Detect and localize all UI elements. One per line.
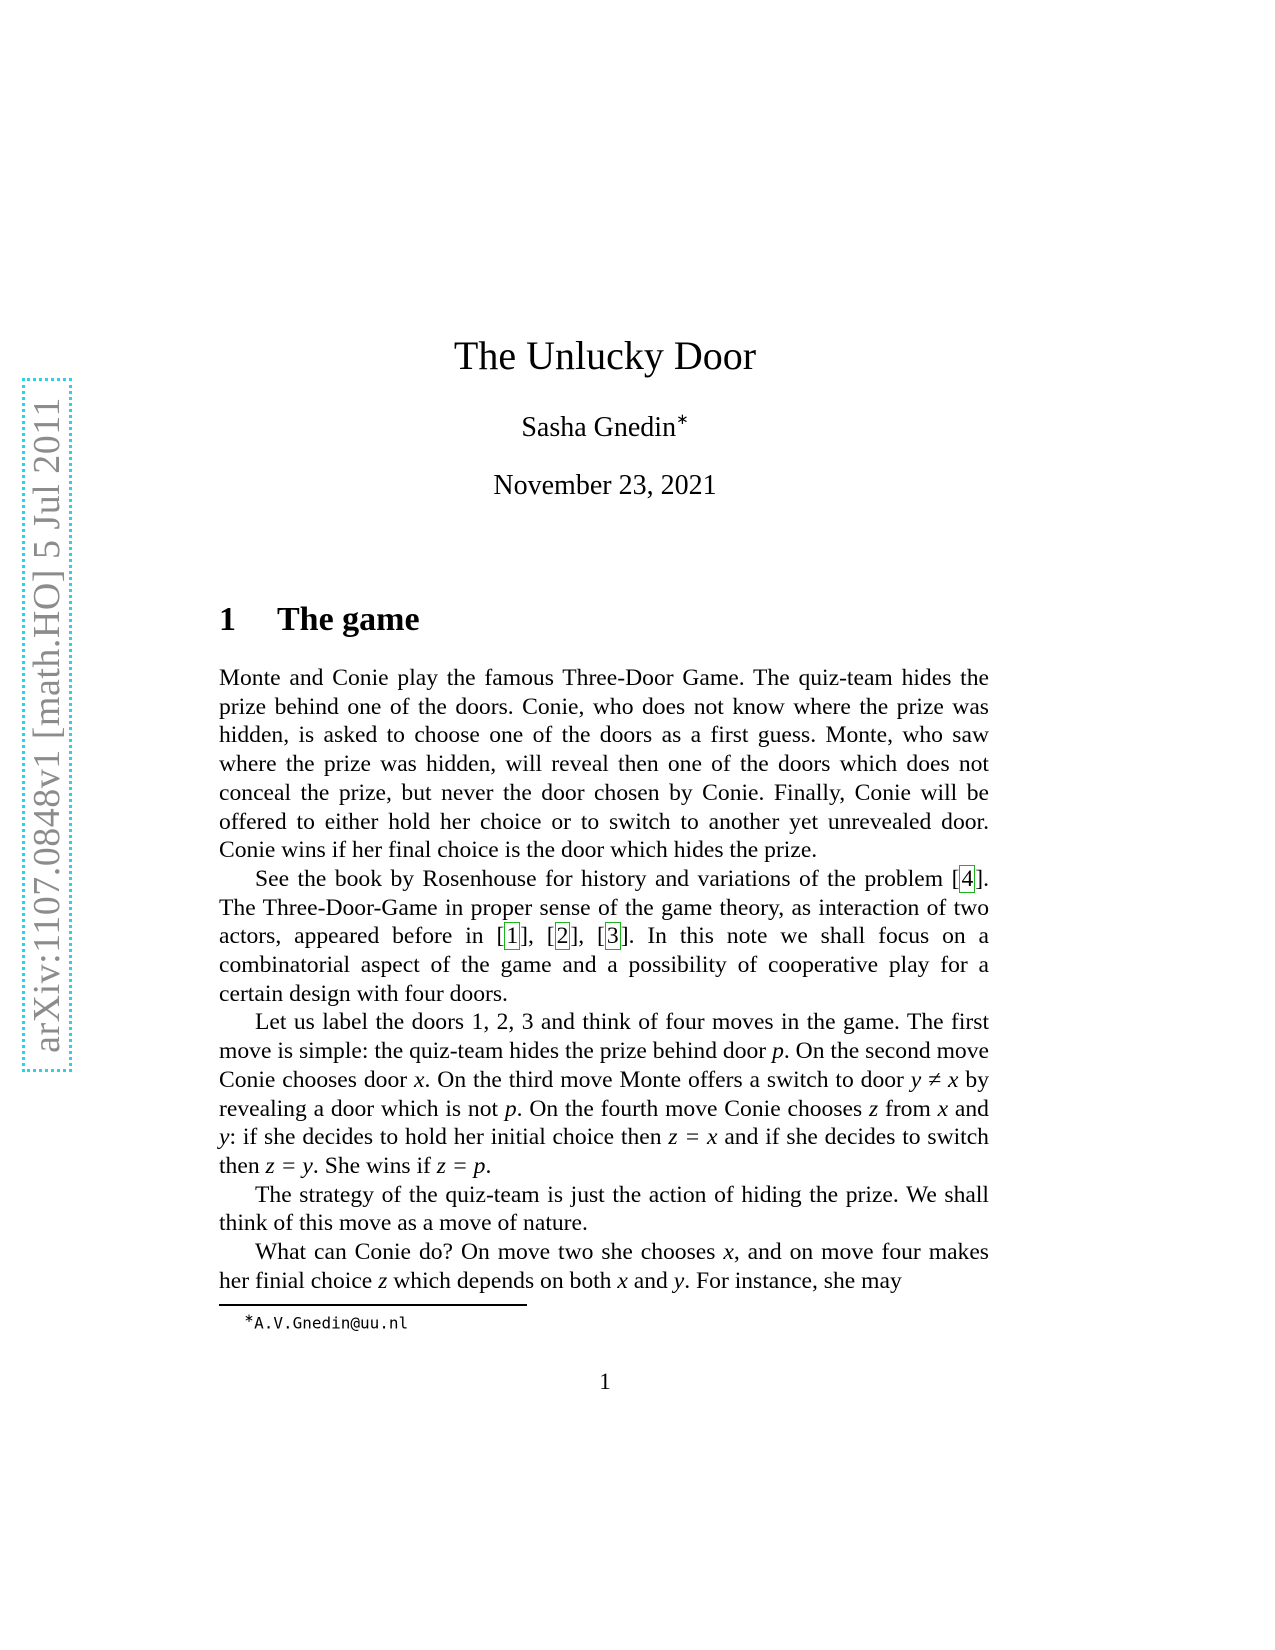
math-inline: z (868, 1095, 879, 1122)
section-title: The game (277, 601, 420, 638)
math-inline: x (937, 1095, 949, 1122)
footnote-mark: ∗ (244, 1311, 255, 1325)
paragraph-3: Let us label the doors 1, 2, 3 and think of four moves in the game. The first move is simple: the quiz-team hides the prize behind door p. On the second move Conie chooses door x. On the third move Monte offers a switch to door y ≠ x by revealing a door which is not p. On the fourth move Conie chooses z from x and y: if she decides to hold her initial choice then z = x and if she decides to switch then z = y. She wins if z = p. (219, 1009, 990, 1179)
body-text (219, 664, 989, 1295)
arxiv-identifier: arXiv:1107.0848v1 [math.HO] 5 Jul 2011 (26, 397, 68, 1053)
footnote-divider (219, 1304, 527, 1306)
author-footnote-mark[interactable]: ∗ (676, 412, 689, 428)
math-inline: y ≠ x (910, 1066, 959, 1093)
paragraph-1: Monte and Conie play the famous Three-Door Game. The quiz-team hides the prize behind one of the doors. Conie, who does not know where the prize was hidden, is asked to choose one of the doors as a first guess. Monte, who saw where the prize was hidden, will reveal then one of the doors which does not conceal the prize, but never the door chosen by Conie. Finally, Conie will be offered to either hold her choice or to switch to another yet unrevealed door. Conie wins if her final choice is the door which hides the prize. (219, 665, 989, 864)
paragraph-4: The strategy of the quiz-team is just the action of hiding the prize. We shall think of this move as a move of nature. (219, 1181, 989, 1237)
math-inline: z (378, 1267, 388, 1294)
footnote (244, 1311, 408, 1332)
math-inline: z = x (668, 1124, 718, 1151)
paragraph-5: What can Conie do? On move two she chooses x, and on move four makes her finial choice z which depends on both x and y. For instance, she may (219, 1239, 989, 1294)
page-number: 1 (599, 1369, 611, 1394)
paper-title: The Unlucky Door (453, 333, 757, 378)
paragraph-2: See the book by Rosenhouse for history and variations of the problem [4]. The Three-Door-Game in proper sense of the game theory, as interaction of two actors, appeared before in [1], [2], [3]. In this note we shall focus on a combinatorial aspect of the game and a possibility of cooperative play for a certain design with four doors. (219, 865, 990, 1007)
math-inline: y (673, 1267, 685, 1294)
section-heading (219, 601, 420, 639)
math-inline: x (617, 1267, 628, 1294)
citation-link-3[interactable]: 3 (606, 923, 619, 950)
math-inline: p (504, 1095, 517, 1122)
citation-link-4[interactable]: 4 (961, 865, 974, 892)
paper-date: November 23, 2021 (493, 470, 717, 501)
author-line (0, 412, 1210, 444)
math-inline: z = p (436, 1152, 486, 1179)
math-inline: 1, 2, 3 (471, 1009, 534, 1036)
citation-link-1[interactable]: 1 (506, 923, 519, 950)
footnote-email[interactable]: A.V.Gnedin@uu.nl (254, 1313, 409, 1333)
math-inline: x (723, 1239, 734, 1266)
math-inline: x (414, 1066, 425, 1093)
section-number: 1 (219, 601, 236, 638)
math-inline: z = y (265, 1152, 313, 1179)
citation-link-2[interactable]: 2 (556, 923, 569, 950)
author-name: Sasha Gnedin (521, 412, 677, 443)
math-inline: p (772, 1038, 784, 1065)
math-inline: y (219, 1124, 230, 1151)
